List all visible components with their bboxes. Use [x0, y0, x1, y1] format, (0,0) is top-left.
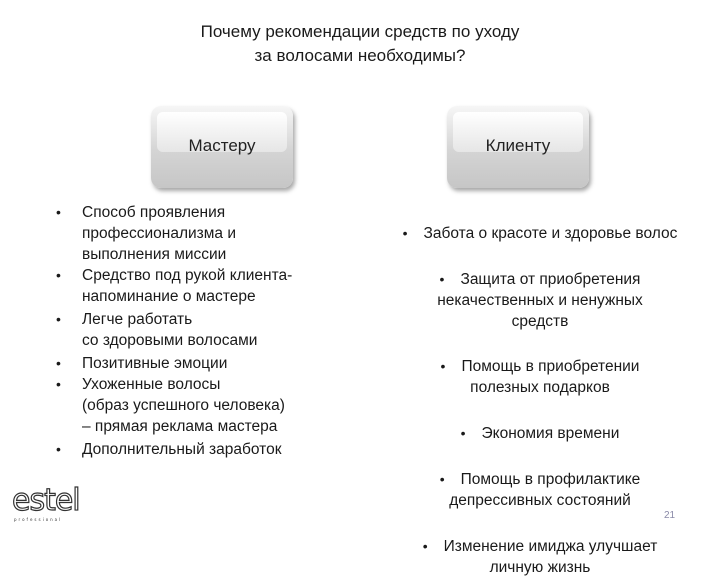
list-item: [52, 309, 362, 351]
bullet-icon: •: [422, 538, 428, 554]
list-item: [52, 439, 362, 460]
list-item-text: Ухоженные волосы (образ успешного человека) – прямая реклама мастера: [82, 376, 285, 435]
logo-subtitle: professional: [14, 517, 63, 522]
bullet-icon: •: [56, 204, 61, 220]
bullet-icon: •: [440, 358, 446, 374]
list-item: [52, 265, 362, 307]
list-item: [360, 402, 720, 444]
list-item-text: Легче работать со здоровыми волосами: [82, 311, 258, 349]
list-item-text: Способ проявления профессионализма и выполнения миссии: [82, 204, 237, 263]
list-item: [52, 374, 362, 437]
list-item-text: Экономия времени: [481, 425, 620, 442]
master-header-box: [151, 106, 293, 188]
slide-title: Почему рекомендации средств по уходу за волосами необходимы?: [200, 22, 520, 65]
list-item-text: Изменение имиджа улучшает личную жизнь: [443, 538, 658, 576]
bullet-icon: •: [56, 355, 61, 371]
list-item-text: Дополнительный заработок: [82, 441, 282, 458]
client-header-label: Клиенту: [485, 136, 551, 155]
page-number: 21: [664, 510, 676, 521]
list-item: [360, 448, 720, 511]
estel-logo: [12, 483, 84, 522]
list-item-text: Средство под рукой клиента- напоминание о мастере: [82, 267, 293, 305]
list-item: [360, 202, 720, 244]
list-item-text: Защита от приобретения некачественных и ненужных средств: [437, 271, 643, 330]
client-benefits-list: [360, 200, 720, 578]
list-item: [360, 248, 720, 332]
logo-word: estel: [12, 483, 80, 518]
client-header-box: [447, 106, 589, 188]
bullet-icon: •: [460, 425, 466, 441]
list-item: [52, 202, 362, 265]
bullet-icon: •: [56, 376, 61, 392]
list-item-text: Забота о красоте и здоровье волос: [423, 225, 678, 242]
master-header-label: Мастеру: [188, 136, 256, 155]
list-item: [52, 353, 362, 374]
bullet-icon: •: [56, 441, 61, 457]
bullet-icon: •: [439, 271, 445, 287]
list-item-text: Помощь в приобретении полезных подарков: [461, 358, 640, 396]
bullet-icon: •: [439, 471, 445, 487]
master-benefits-list: [52, 200, 362, 460]
list-item: [360, 335, 720, 398]
list-item: [360, 515, 720, 578]
list-item-text: Помощь в профилактике депрессивных состояний: [449, 471, 641, 509]
bullet-icon: •: [402, 225, 408, 241]
bullet-icon: •: [56, 311, 61, 327]
list-item-text: Позитивные эмоции: [82, 355, 228, 372]
bullet-icon: •: [56, 267, 61, 283]
